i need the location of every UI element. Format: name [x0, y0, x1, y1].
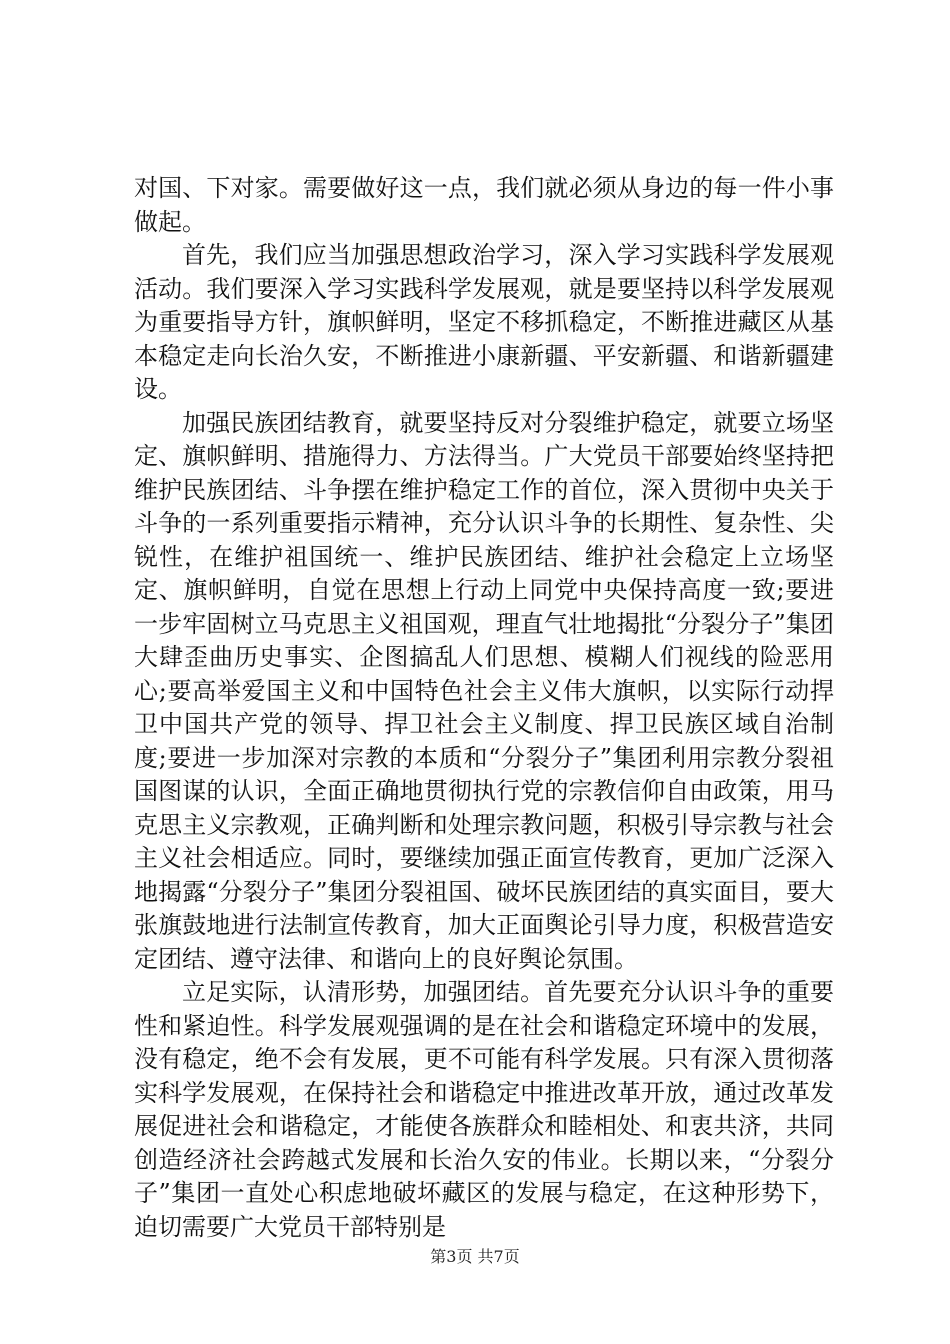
- paragraph-1: 对国、下对家。需要做好这一点，我们就必须从身边的每一件小事做起。: [134, 174, 834, 236]
- document-body: [134, 172, 834, 1244]
- paragraph-3: 加强民族团结教育，就要坚持反对分裂维护稳定，就要立场坚定、旗帜鲜明、措施得力、方法得当。广大党员干部要始终坚持把维护民族团结、斗争摆在维护稳定工作的首位，深入贯彻中央关于斗争的一系列重要指示精神，充分认识斗争的长期性、复杂性、尖锐性，在维护祖国统一、维护民族团结、维护社会稳定上立场坚定、旗帜鲜明，自觉在思想上行动上同党中央保持高度一致;要进一步牢固树立马克思主义祖国观，理直气壮地揭批“分裂分子”集团大肆歪曲历史事实、企图搞乱人们思想、模糊人们视线的险恶用心;要高举爱国主义和中国特色社会主义伟大旗帜，以实际行动捍卫中国共产党的领导、捍卫社会主义制度、捍卫民族区域自治制度;要进一步加深对宗教的本质和“分裂分子”集团利用宗教分裂祖国图谋的认识，全面正确地贯彻执行党的宗教信仰自由政策，用马克思主义宗教观，正确判断和处理宗教问题，积极引导宗教与社会主义社会相适应。同时，要继续加强正面宣传教育，更加广泛深入地揭露“分裂分子”集团分裂祖国、破坏民族团结的真实面目，要大张旗鼓地进行法制宣传教育，加大正面舆论引导力度，积极营造安定团结、遵守法律、和谐向上的良好舆论氛围。: [134, 408, 834, 973]
- paragraph-2: 首先，我们应当加强思想政治学习，深入学习实践科学发展观活动。我们要深入学习实践科学发展观，就是要坚持以科学发展观为重要指导方针，旗帜鲜明，坚定不移抓稳定，不断推进藏区从基本稳定走向长治久安，不断推进小康新疆、平安新疆、和谐新疆建设。: [134, 241, 834, 403]
- paragraph-4: 立足实际，认清形势，加强团结。首先要充分认识斗争的重要性和紧迫性。科学发展观强调的是在社会和谐稳定环境中的发展，没有稳定，绝不会有发展，更不可能有科学发展。只有深入贯彻落实科学发展观，在保持社会和谐稳定中推进改革开放，通过改革发展促进社会和谐稳定，才能使各族群众和睦相处、和衷共济，共同创造经济社会跨越式发展和长治久安的伟业。长期以来，“分裂分子”集团一直处心积虑地破坏藏区的发展与稳定，在这种形势下，迫切需要广大党员干部特别是: [134, 978, 834, 1241]
- page-number-footer: 第3页 共7页: [430, 1247, 520, 1266]
